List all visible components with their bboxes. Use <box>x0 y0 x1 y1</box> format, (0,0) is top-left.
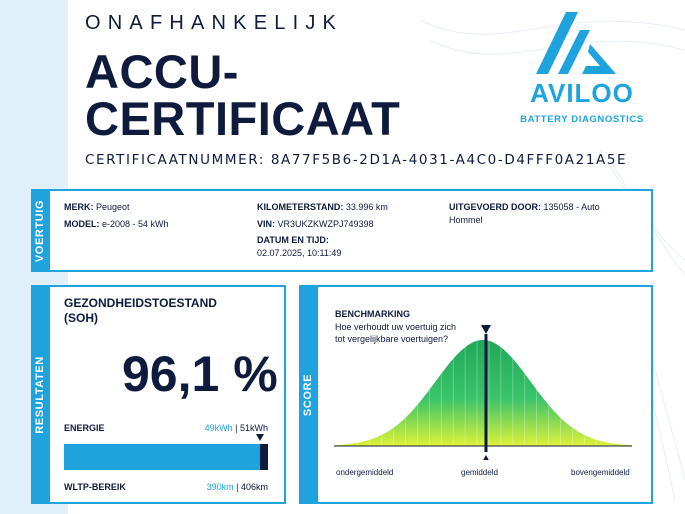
score-tab-label: SCORE <box>301 373 314 416</box>
aviloo-triangle-logo-icon <box>520 10 644 80</box>
performed-by-value-1: 135058 - Auto <box>543 202 600 212</box>
vehicle-mileage <box>257 201 388 214</box>
soh-bar-track <box>64 444 268 470</box>
energy-current: 49kWh <box>204 423 233 433</box>
vehicle-datetime <box>257 234 341 260</box>
vehicle-tab-label: VOERTUIG <box>33 199 46 262</box>
brand-label: MERK: <box>64 202 94 212</box>
wltp-separator: | <box>233 482 241 492</box>
datetime-value: 02.07.2025, 10:11:49 <box>257 248 342 258</box>
aviloo-logo <box>520 10 650 130</box>
certificate-number-value: 8A77F5B6-2D1A-4031-A4C0-D4FFF0A21A5E <box>270 152 628 168</box>
mileage-label: KILOMETERSTAND: <box>257 202 344 212</box>
bell-curve-area <box>334 340 632 446</box>
vehicle-brand <box>64 201 130 214</box>
datetime-label: DATUM EN TIJD: <box>257 235 329 245</box>
wltp-current: 390km <box>206 482 234 492</box>
logo-subtitle: BATTERY DIAGNOSTICS <box>520 114 644 125</box>
document-supertitle: ONAFHANKELIJK <box>85 12 344 34</box>
title-line-2: CERTIFICAAT <box>85 92 401 145</box>
wltp-values <box>207 482 268 492</box>
brand-value: Peugeot <box>96 202 130 212</box>
soh-value: 96,1 % <box>122 346 278 402</box>
soh-title-line-2: (SOH) <box>64 311 98 325</box>
results-tab <box>31 285 48 504</box>
certificate-number <box>85 152 627 168</box>
document-title <box>85 45 401 145</box>
performed-by-value-2: Hommel <box>449 215 483 225</box>
axis-label-mid: gemiddeld <box>461 468 498 477</box>
vin-label: VIN: <box>257 219 275 229</box>
model-value: e-2008 - 54 kWh <box>102 219 169 229</box>
energy-separator: | <box>232 423 240 433</box>
benchmark-question: Hoe verhoudt uw voertuig zich tot vergelijkbare voertuigen? <box>335 322 457 344</box>
soh-title <box>64 296 244 326</box>
axis-label-low: ondergemiddeld <box>336 468 394 477</box>
benchmark-title: BENCHMARKING <box>335 309 410 319</box>
vehicle-model <box>64 218 169 231</box>
benchmark-marker-bottom-icon <box>481 455 491 460</box>
wltp-nominal: 406km <box>240 482 268 492</box>
benchmark-marker-top-icon <box>481 325 491 334</box>
vehicle-tab <box>31 189 48 272</box>
vehicle-performed-by <box>449 201 619 227</box>
energy-values <box>205 423 268 433</box>
wltp-label: WLTP-BEREIK <box>64 482 126 492</box>
axis-label-high: bovengemiddeld <box>571 468 630 477</box>
certificate-number-label: CERTIFICAATNUMMER: <box>85 152 265 168</box>
vehicle-vin <box>257 218 374 231</box>
soh-bar-marker-icon <box>256 434 264 441</box>
mileage-value: 33.996 km <box>345 202 388 212</box>
energy-label: ENERGIE <box>64 423 105 433</box>
soh-title-line-1: GEZONDHEIDSTOESTAND <box>64 296 217 310</box>
title-line-1: ACCU- <box>85 45 239 98</box>
results-tab-label: RESULTATEN <box>33 355 46 434</box>
energy-nominal: 51kWh <box>239 423 268 433</box>
score-tab <box>299 285 316 504</box>
logo-wordmark: AVILOO <box>530 78 634 108</box>
model-label: MODEL: <box>64 219 100 229</box>
soh-bar-missing <box>260 444 268 470</box>
vin-value: VR3UKZKWZPJ749398 <box>277 219 374 229</box>
performed-by-label: UITGEVOERD DOOR: <box>449 202 542 212</box>
